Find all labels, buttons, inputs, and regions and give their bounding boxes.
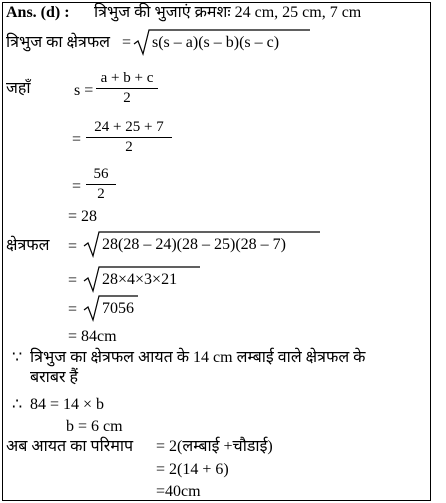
area-label: क्षेत्रफल: [6, 237, 50, 254]
heron-radicand: s(s – a)(s – b)(s – c): [152, 34, 280, 51]
triangle-area-label: त्रिभुज का क्षेत्रफल: [6, 34, 111, 51]
heron-formula-radical: [134, 28, 312, 56]
value-radicand: 7056: [102, 300, 134, 317]
fraction-numerator: a + b + c: [100, 70, 154, 86]
equality-statement: त्रिभुज का क्षेत्रफल आयत के 14 cm लम्बाई वाले क्षेत्रफल के: [30, 349, 366, 366]
area-equation: 84 = 14 × b: [30, 396, 105, 413]
answer-label: Ans. (d) :: [6, 4, 70, 21]
fraction-bar: [96, 88, 158, 89]
therefore-symbol: ∴: [12, 396, 23, 413]
semi-perimeter-fraction: [96, 70, 158, 107]
value-radical: [84, 294, 140, 322]
fraction-bar: [86, 137, 172, 138]
because-symbol: ∵: [12, 349, 23, 366]
perimeter-result: =40cm: [156, 483, 201, 500]
equals-sign: =: [122, 34, 132, 51]
fifty-six-over-two-fraction: [86, 166, 116, 203]
area-substitution-radical: [84, 230, 322, 258]
equals-sign: =: [68, 301, 78, 318]
fraction-denominator: 2: [97, 186, 105, 202]
fraction-bar: [86, 184, 116, 185]
sum-fraction: [86, 119, 172, 156]
s-value: = 28: [68, 208, 98, 225]
fraction-denominator: 2: [125, 139, 133, 155]
triangle-sides-text: त्रिभुज की भुजाएं क्रमशः 24 cm, 25 cm, 7 cm: [94, 4, 362, 21]
fraction-numerator: 56: [93, 166, 109, 182]
perimeter-formula: = 2(लम्बाई +चौडाई): [156, 438, 273, 455]
perimeter-substitution: = 2(14 + 6): [156, 461, 229, 478]
product-radical: [84, 265, 202, 293]
area-result: = 84cm: [68, 328, 117, 345]
equals-sign: =: [68, 238, 78, 255]
area-radicand: 28(28 – 24)(28 – 25)(28 – 7): [102, 236, 286, 253]
breadth-result: b = 6 cm: [66, 418, 123, 435]
equals-sign: =: [72, 178, 82, 195]
perimeter-label: अब आयत का परिमाप: [6, 438, 134, 455]
fraction-denominator: 2: [123, 90, 131, 106]
equality-statement-cont: बराबर हैं: [30, 369, 79, 386]
equals-sign: =: [72, 131, 82, 148]
where-label: जहाँ: [6, 80, 31, 97]
s-equals: s =: [74, 82, 94, 99]
fraction-numerator: 24 + 25 + 7: [94, 119, 164, 135]
product-radicand: 28×4×3×21: [102, 271, 178, 288]
equals-sign: =: [68, 272, 78, 289]
